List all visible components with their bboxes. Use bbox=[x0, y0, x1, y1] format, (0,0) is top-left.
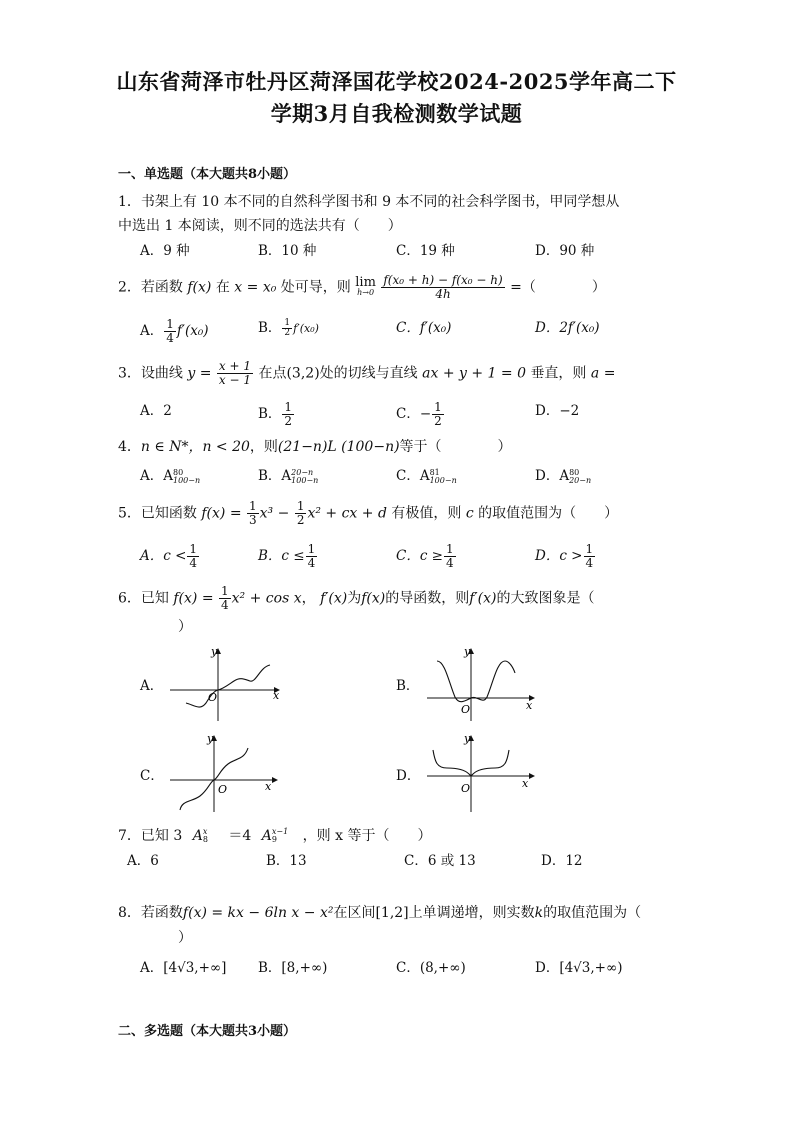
q1-option-b: B．10 种 bbox=[258, 243, 317, 259]
q2-option-b: B． $\frac{1}{2}$ f′(x₀) bbox=[258, 318, 319, 338]
q1-option-a: A．9 种 bbox=[140, 243, 190, 259]
q6-option-a-label: A． bbox=[140, 678, 164, 694]
q6-graph-d bbox=[425, 730, 540, 815]
x-axis-arrow bbox=[272, 777, 278, 783]
q2-option-d: D．2f′(x₀) bbox=[535, 320, 600, 336]
q1-option-c: C．19 种 bbox=[396, 243, 455, 259]
origin-label: O bbox=[461, 703, 471, 716]
question-6-line2: ） bbox=[178, 619, 192, 635]
q7-option-b: B．13 bbox=[266, 853, 307, 869]
x-axis-label: x bbox=[273, 689, 280, 702]
section-heading-single-choice: 一、单选题（本大题共8小题） bbox=[118, 167, 297, 182]
question-1-line2: 中选出 1 本阅读，则不同的选法共有（ ） bbox=[118, 218, 402, 234]
q7-option-c: C．6 或 13 bbox=[404, 853, 476, 869]
question-5: 5．已知函数 f(x) = $\frac{1}{3}$ x³ − $\frac{1}{2}$ x² + cx + d 有极值，则 c 的取值范围为（ ） bbox=[118, 499, 619, 527]
question-3: 3．设曲线 y = $\frac{x + 1}{x - 1}$ 在点(3,2)处的切线与直线 ax + y + 1 = 0 垂直，则 a = bbox=[118, 359, 616, 387]
q8-option-c: C．(8,+∞) bbox=[396, 960, 466, 976]
q6-option-b-label: B． bbox=[396, 678, 420, 694]
limit-fraction: $\frac{\text{f(x₀ + h) − f(x₀ − h)}}{4h}$ bbox=[383, 273, 503, 301]
q5-option-b: B．c ≤ $\frac{1}{4}$ bbox=[258, 542, 316, 570]
q6-option-d-label: D． bbox=[396, 768, 421, 784]
page-title-line1: 山东省菏泽市牡丹区菏泽国花学校2024-2025学年高二下 bbox=[116, 69, 677, 94]
q4-option-c: C．A 81 100−n bbox=[396, 467, 457, 485]
question-2: 2．若函数 f(x) 在 x = x₀ 处可导，则 lim h→0 $\frac{\text{f(x₀ + h) − f(x₀ − h)}}{4h}$ =（ ） bbox=[118, 273, 606, 301]
x-axis-arrow bbox=[529, 773, 535, 779]
y-axis-label: y bbox=[464, 645, 471, 658]
q7-option-d: D．12 bbox=[541, 853, 583, 869]
q3-option-c: C．− $\frac{1}{2}$ bbox=[396, 400, 442, 428]
q6-option-c-label: C． bbox=[140, 768, 164, 784]
origin-label: O bbox=[208, 691, 218, 704]
q5-option-a: A．c < $\frac{1}{4}$ bbox=[140, 542, 198, 570]
q4-option-b: B．A 20−n 100−n bbox=[258, 467, 319, 485]
question-7: 7．已知 3 A x 8 ＝4 A x−1 9 ，则 x 等于（ ） bbox=[118, 827, 432, 844]
q6-graph-b bbox=[425, 643, 540, 723]
q5-option-c: C．c ≥ $\frac{1}{4}$ bbox=[396, 542, 454, 570]
q2-option-a: A． $\frac{1}{4}$ f′(x₀) bbox=[140, 317, 209, 345]
question-8: 8．若函数f(x) = kx − 6ln x − x²在区间[1,2]上单调递增，则实数k的取值范围为（ bbox=[118, 905, 642, 921]
question-4: 4．n ∈ N*，n < 20，则(21−n)L (100−n)等于（ ） bbox=[118, 439, 512, 455]
q5-option-d: D．c > $\frac{1}{4}$ bbox=[535, 542, 594, 570]
curve bbox=[186, 665, 270, 707]
curve bbox=[437, 661, 515, 702]
question-6: 6．已知 f(x) = $\frac{1}{4}$ x² + cos x， f′(x)为f(x)的导函数，则f′(x)的大致图象是（ bbox=[118, 584, 595, 612]
y-axis-label: y bbox=[211, 645, 218, 658]
q7-option-a: A．6 bbox=[127, 853, 159, 869]
section-heading-multiple-choice: 二、多选题（本大题共3小题） bbox=[118, 1024, 297, 1039]
q6-graph-c bbox=[168, 730, 283, 815]
q4-option-a: A．A 80 100−n bbox=[140, 467, 201, 485]
question-1-line1: 1．书架上有 10 本不同的自然科学图书和 9 本不同的社会科学图书，甲同学想从 bbox=[118, 194, 620, 210]
q2-option-c: C．f′(x₀) bbox=[396, 320, 452, 336]
q3-option-d: D．−2 bbox=[535, 403, 580, 419]
q3-option-b: B． $\frac{1}{2}$ bbox=[258, 400, 293, 428]
limit-symbol: lim h→0 bbox=[355, 274, 376, 297]
q8-option-a: A．[4√3,+∞] bbox=[140, 960, 227, 976]
x-axis-label: x bbox=[526, 699, 533, 712]
q4-option-d: D．A 80 20−n bbox=[535, 467, 592, 485]
q1-option-d: D．90 种 bbox=[535, 243, 595, 259]
q6-graph-a bbox=[168, 643, 283, 723]
origin-label: O bbox=[218, 783, 228, 796]
q8-option-d: D．[4√3,+∞) bbox=[535, 960, 623, 976]
page-title-line2: 学期3月自我检测数学试题 bbox=[270, 101, 523, 126]
y-axis-label: y bbox=[207, 732, 214, 745]
x-axis-label: x bbox=[265, 780, 272, 793]
q8-option-b: B．[8,+∞) bbox=[258, 960, 328, 976]
y-axis-label: y bbox=[464, 732, 471, 745]
question-8-line2: ） bbox=[178, 930, 192, 946]
q3-option-a: A．2 bbox=[140, 403, 172, 419]
x-axis-label: x bbox=[522, 777, 529, 790]
origin-label: O bbox=[461, 782, 471, 795]
